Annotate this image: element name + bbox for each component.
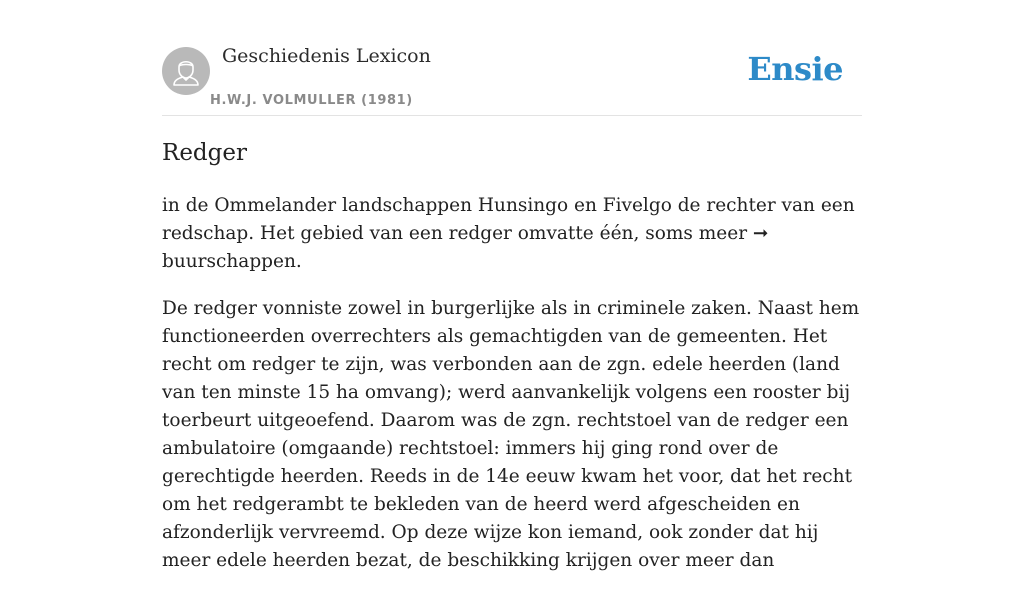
entry-title: Redger	[162, 140, 247, 166]
paragraph-definition	[162, 192, 862, 276]
header	[162, 0, 862, 116]
paragraph-text: .	[295, 251, 302, 272]
book-author: H.W.J. VOLMULLER (1981)	[210, 93, 413, 108]
paragraph-body: De redger vonniste zowel in burgerlijke als in criminele zaken. Naast hem functioneerden overrechters als gemachtigden van de gemeenten. Het recht om redger te zijn, was verbonden aan de zgn. edele heerden (land van ten minste 15 ha omvang); werd aanvankelijk volgens een rooster bij toerbeurt uitgeoefend. Daarom was de zgn. rechtstoel van de redger een ambulatoire (omgaande) rechtstoel: immers hij ging rond over de gerechtigde heerden. Reeds in de 14e eeuw kwam het voor, dat het recht om het redgerambt te bekleden van de heerd werd afgescheiden en afzonderlijk vervreemd. Op deze wijze kon iemand, ook zonder dat hij meer edele heerden bezat, de beschikking krijgen over meer dan	[162, 298, 860, 571]
page	[162, 0, 862, 571]
entry-body	[162, 192, 862, 594]
avatar[interactable]	[162, 47, 210, 95]
user-placeholder-icon	[162, 47, 210, 95]
brand-logo[interactable]: Ensie	[747, 50, 843, 88]
paragraph-text: in de Ommelander landschappen Hunsingo en Fivelgo de rechter van een redschap. Het gebied van een redger omvatte één, soms meer	[162, 195, 855, 244]
cross-reference-link[interactable]: ➞ buurschappen	[162, 223, 769, 272]
book-title[interactable]: Geschiedenis Lexicon	[222, 45, 431, 67]
